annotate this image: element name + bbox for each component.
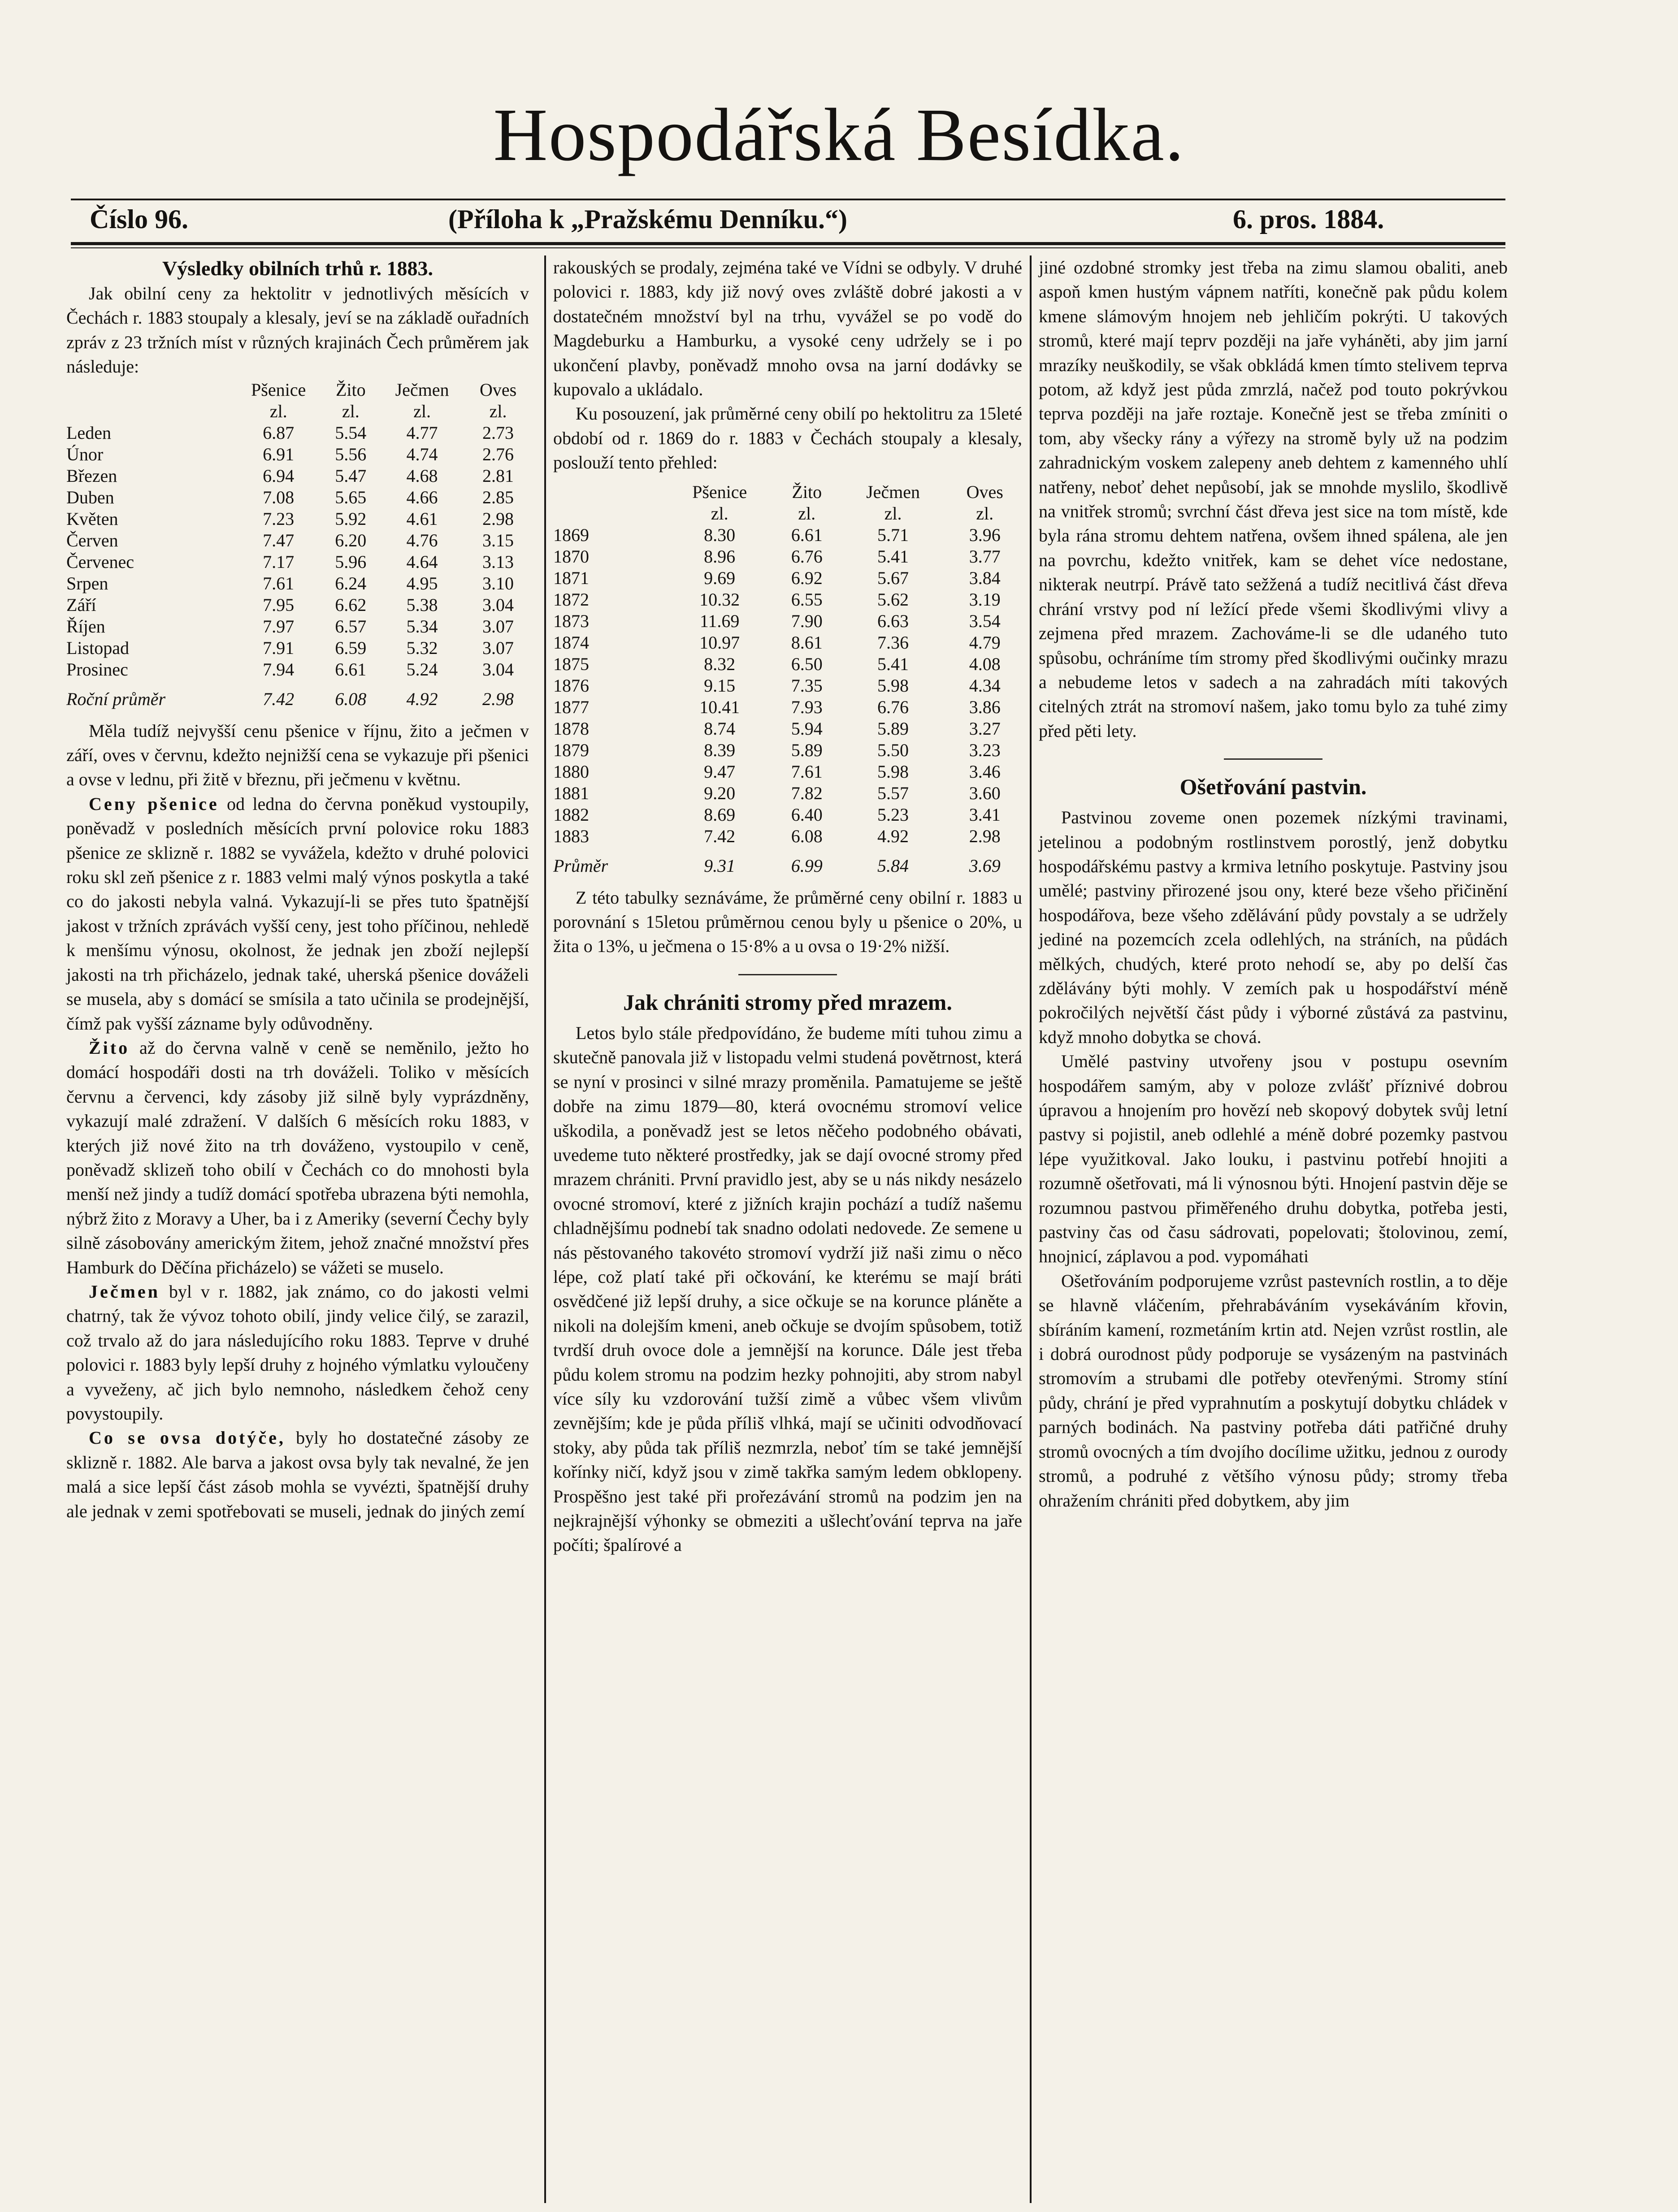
value-cell: 7.47 — [263, 530, 295, 550]
row-label-cell: 1874 — [553, 632, 589, 653]
header-cell: Žito — [792, 481, 822, 502]
row-label-cell: Březen — [66, 465, 117, 486]
table-row — [66, 487, 529, 508]
value-cell: 8.39 — [704, 740, 736, 760]
row-label-cell: Listopad — [66, 637, 129, 658]
paragraph — [66, 792, 529, 1036]
table-average-row — [66, 680, 529, 710]
average-cell: 5.84 — [877, 855, 909, 876]
value-cell: 3.07 — [482, 637, 514, 658]
unit-cell — [553, 503, 664, 524]
table-units-row — [553, 503, 1022, 524]
table-row — [66, 444, 529, 465]
value-cell: 6.76 — [791, 546, 823, 567]
section-divider — [738, 974, 837, 975]
value-cell: 5.98 — [877, 761, 909, 782]
value-cell: 8.61 — [791, 632, 823, 653]
monthly-prices-table — [66, 379, 529, 710]
table-header-row — [553, 481, 1022, 503]
value-cell: 6.76 — [877, 697, 909, 717]
value-cell: 7.95 — [263, 594, 295, 615]
value-cell: 5.41 — [877, 546, 909, 567]
row-label-cell: 1878 — [553, 718, 589, 739]
table-row — [553, 524, 1022, 546]
value-cell: 6.61 — [335, 659, 367, 680]
paragraph: jiné ozdobné stromky jest třeba na zimu slamou obaliti, aneb aspoň kmen hustým vápnem natříti, konečně pak půdu kolem kmene slámovým hnojem neb jehličím pokrýti. U takových stromů, které mají teprv později na jaře vyháněti, aby jim jarní mrazíky neuškodily, se však obkládá kmen tímto stelivem teprva potom, až když jest půda zmrzlá, načež pod touto pokrývkou teprva později na jaře roztaje. Konečně jest se třeba zmíniti o tom, aby všecky rány a výřezy na stromě byly už na podzim zahradnickým voskem zalepeny aneb dehtem z kamenného uhlí natřeny, neboť dehet nepůsobí, jak se mnohde myslilo, škodlivě na vnitřek stromů; svrchní část dřeva jest sice na tom místě, kde byla rána stromu dehtem natřena, ovšem ihned spálena, ale jen na povrchu, kdežto vnitřek, kam se dehet více nedostane, nikterak neutrpí. Právě tato sežžená a tudíž necitlivá část dřeva chrání vrstvy pod ní ležící přede všemi škodlivými vlivy a zejmena před mrazem. Zachováme-li se dle udaného tuto spůsobu, ochráníme tím stromy před škodlivými oučinky mrazu a nebudeme letos v sadech a na zahradách míti takových citelných ztrát na stromoví našem, jako tomu bylo za tuhé zimy před pěti lety. — [1039, 257, 1508, 741]
unit-cell: zl. — [269, 401, 287, 421]
average-cell: Průměr — [553, 855, 608, 876]
table-units-row — [66, 401, 529, 422]
value-cell: 3.19 — [969, 589, 1001, 610]
average-cell: 3.69 — [969, 855, 1001, 876]
row-label-cell: Prosinec — [66, 659, 128, 680]
value-cell: 5.54 — [335, 422, 367, 443]
paragraph: Pastvinou zoveme onen pozemek nízkými travinami, jetelinou a podobným rostlinstvem porostlý, jenž dobytku hospodářskému pastvy a krmiva letního poskytuje. Pastviny jsou umělé; pastviny přirozené jsou ony, které beze všeho přičinění hospodářova, beze všeho zdělávání půdy povstaly a se udržely jediné na pozemcích zcela odlehlých, na stráních, na půdách mělkých, chudých, které proto nehodí se, aby po delší čas zdělávány býti mohly. V zemích pak u hospodářství méně pokročilých největší část půdy i výborné zůstává za pastvinu, když mnoho dobytka se chová. — [1039, 807, 1508, 1047]
row-label-cell: Červen — [66, 530, 118, 550]
top-rule — [71, 199, 1505, 200]
value-cell: 7.08 — [263, 487, 295, 507]
row-label-cell: Srpen — [66, 573, 108, 593]
value-cell: 3.04 — [482, 659, 514, 680]
value-cell: 6.62 — [335, 594, 367, 615]
table-row — [553, 804, 1022, 826]
value-cell: 4.08 — [969, 654, 1001, 674]
header-cell: Pšenice — [692, 481, 747, 502]
paragraph-text: byl v r. 1882, jak známo, co do jakosti velmi chatrný, tak že vývoz tohoto obilí, jindy velice čilý, se zarazil, což trvalo až do jara následujícího roku 1883. Teprve v druhé polovici r. 1883 byly lepší druhy z hojného výmlatku vyloučeny a vyveženy, ač jich bylo nemnoho, následkem čehož ceny povystoupily. — [66, 1281, 529, 1424]
value-cell: 2.98 — [969, 826, 1001, 846]
table-row — [553, 783, 1022, 804]
yearly-rows — [553, 524, 1022, 847]
value-cell: 5.50 — [877, 740, 909, 760]
average-cell: 2.98 — [482, 688, 514, 709]
table-row — [66, 422, 529, 444]
table-header-row — [66, 379, 529, 401]
value-cell: 4.79 — [969, 632, 1001, 653]
row-label-cell: 1882 — [553, 804, 589, 825]
value-cell: 5.65 — [335, 487, 367, 507]
table-row — [553, 589, 1022, 610]
average-cell: 6.08 — [335, 688, 367, 709]
value-cell: 8.74 — [704, 718, 736, 739]
table-row — [66, 616, 529, 637]
header-cell: Ječmen — [395, 379, 449, 400]
row-label-cell: 1871 — [553, 567, 589, 588]
row-label-cell: Únor — [66, 444, 104, 464]
header-cell: Ječmen — [866, 481, 920, 502]
paragraph: Ošetřováním podporujeme vzrůst pastevních rostlin, a to děje se hlavně vláčením, přehrabáváním vysekáváním křovin, sbíráním kamení, rozmetáním krtin atd. Nejen vzrůst rostlin, ale i dobrá ourodnost půdy podporuje se vysázeným na pastvinách stromovím a strubami dle potřeby otevřenými. Stromy stíní půdy, chrání je před vyprahnutím a poskytují dobytku chládek v parných bodinách. Na pastviny potřeba dáti patřičné druhy stromů ovocných a tím dvojího docílime užitku, jednou z ourody stromů, a podruhé z většího výnosu půdy; stromy třeba ohražením chrániti před dobytkem, aby jim — [1039, 1270, 1508, 1511]
table-row — [553, 610, 1022, 632]
row-label-cell: 1870 — [553, 546, 589, 567]
row-label-cell: Květen — [66, 508, 118, 529]
value-cell: 3.13 — [482, 551, 514, 572]
value-cell: 5.92 — [335, 508, 367, 529]
table-row — [553, 826, 1022, 847]
value-cell: 4.77 — [406, 422, 438, 443]
value-cell: 5.62 — [877, 589, 909, 610]
table-row — [553, 697, 1022, 718]
row-label-cell: 1880 — [553, 761, 589, 782]
value-cell: 7.61 — [791, 761, 823, 782]
yearly-prices-table — [553, 481, 1022, 877]
table-row — [553, 675, 1022, 697]
paragraph — [66, 1280, 529, 1426]
value-cell: 5.96 — [335, 551, 367, 572]
value-cell: 6.08 — [791, 826, 823, 846]
table-row — [553, 632, 1022, 654]
value-cell: 4.95 — [406, 573, 438, 593]
table-row — [553, 740, 1022, 761]
value-cell: 2.73 — [482, 422, 514, 443]
header-cell: Žito — [335, 379, 366, 400]
average-cell: 4.92 — [406, 688, 438, 709]
value-cell: 5.89 — [877, 718, 909, 739]
value-cell: 4.92 — [877, 826, 909, 846]
value-cell: 3.86 — [969, 697, 1001, 717]
value-cell: 7.35 — [791, 675, 823, 696]
paragraph-text: byly ho dostatečné zásoby ze sklizně r. 1882. Ale barva a jakost ovsa byly tak nevalné, že jen malá a sice lepší část zásob mohla se vyvézti, špatnější druhy ale jednak v zemi spotřebovati se museli, jednak do jiných zemí — [66, 1428, 529, 1521]
issue-date: 6. pros. 1884. — [1233, 204, 1384, 234]
value-cell: 7.82 — [791, 783, 823, 803]
value-cell: 6.57 — [335, 616, 367, 636]
value-cell: 6.20 — [335, 530, 367, 550]
value-cell: 4.74 — [406, 444, 438, 464]
value-cell: 3.54 — [969, 610, 1001, 631]
value-cell: 4.34 — [969, 675, 1001, 696]
value-cell: 5.38 — [406, 594, 438, 615]
paragraph — [66, 1036, 529, 1280]
row-label-cell: Říjen — [66, 616, 105, 636]
unit-cell: zl. — [798, 503, 816, 524]
header-cell: Oves — [966, 481, 1003, 502]
paragraph: Ku posouzení, jak průměrné ceny obilí po hektolitru za 15leté období od r. 1869 do r. 1883 v Čechách stoupaly a klesaly, poslouží tento přehled: — [553, 403, 1022, 473]
row-label-cell: Leden — [66, 422, 111, 443]
value-cell: 3.15 — [482, 530, 514, 550]
paragraph: Měla tudíž nejvyšší cenu pšenice v říjnu, žito a ječmen v září, oves v červnu, kdežto nejnižší cena se vykazuje při pšenici a ovse v lednu, při žitě v březnu, při ječmenu v květnu. — [66, 720, 529, 790]
column-2 — [553, 255, 1022, 1558]
table-row — [66, 530, 529, 551]
row-label-cell: 1876 — [553, 675, 589, 696]
row-label-cell: 1872 — [553, 589, 589, 610]
value-cell: 7.90 — [791, 610, 823, 631]
section-divider — [1224, 758, 1322, 760]
table-row — [66, 659, 529, 680]
value-cell: 5.24 — [406, 659, 438, 680]
value-cell: 3.84 — [969, 567, 1001, 588]
value-cell: 8.32 — [704, 654, 736, 674]
value-cell: 6.24 — [335, 573, 367, 593]
value-cell: 5.41 — [877, 654, 909, 674]
value-cell: 6.50 — [791, 654, 823, 674]
table-row — [66, 637, 529, 659]
table-row — [66, 573, 529, 594]
value-cell: 2.98 — [482, 508, 514, 529]
value-cell: 3.41 — [969, 804, 1001, 825]
column-3 — [1039, 255, 1508, 1513]
value-cell: 7.94 — [263, 659, 295, 680]
row-label-cell: 1879 — [553, 740, 589, 760]
table-row — [553, 654, 1022, 675]
paragraph — [66, 1426, 529, 1524]
table-row — [66, 551, 529, 573]
row-label-cell: Září — [66, 594, 96, 615]
row-label-cell: 1877 — [553, 697, 589, 717]
paragraph: rakouských se prodaly, zejména také ve Vídni se odbyly. V druhé polovici r. 1883, kdy již nový oves zvláště dobré jakosti a v dostatečném množství byl na trhu, vyvážel se po vodě do Magdeburku a Hamburku, a vysoké ceny udržely se i po ukončení plavby, poněvadž mnoho ovsa na jarní dodávky se kupovalo a ukládalo. — [553, 257, 1022, 400]
header-rule-thin — [71, 247, 1505, 248]
value-cell: 5.23 — [877, 804, 909, 825]
value-cell: 7.17 — [263, 551, 295, 572]
value-cell: 3.23 — [969, 740, 1001, 760]
value-cell: 5.32 — [406, 637, 438, 658]
row-label-cell: 1883 — [553, 826, 589, 846]
lead-phrase: Co se ovsa dotýče, — [89, 1428, 286, 1448]
value-cell: 8.69 — [704, 804, 736, 825]
value-cell: 3.04 — [482, 594, 514, 615]
value-cell: 6.59 — [335, 637, 367, 658]
row-label-cell: Červenec — [66, 551, 134, 572]
value-cell: 5.67 — [877, 567, 909, 588]
supplement-note: (Příloha k „Pražskému Denníku.“) — [448, 204, 848, 234]
value-cell: 6.61 — [791, 524, 823, 545]
value-cell: 5.89 — [791, 740, 823, 760]
value-cell: 10.32 — [699, 589, 740, 610]
value-cell: 7.93 — [791, 697, 823, 717]
value-cell: 4.61 — [406, 508, 438, 529]
value-cell: 10.41 — [699, 697, 740, 717]
value-cell: 2.76 — [482, 444, 514, 464]
article-title-trees-frost: Jak chrániti stromy před mrazem. — [623, 989, 952, 1015]
value-cell: 5.57 — [877, 783, 909, 803]
row-label-cell: 1869 — [553, 524, 589, 545]
value-cell: 4.76 — [406, 530, 438, 550]
value-cell: 2.85 — [482, 487, 514, 507]
unit-cell — [66, 401, 233, 422]
header-cell: Oves — [479, 379, 517, 400]
value-cell: 4.68 — [406, 465, 438, 486]
value-cell: 5.71 — [877, 524, 909, 545]
unit-cell: zl. — [976, 503, 994, 524]
value-cell: 6.87 — [263, 422, 295, 443]
value-cell: 9.15 — [704, 675, 736, 696]
average-cell: 9.31 — [704, 855, 736, 876]
article-intro: Jak obilní ceny za hektolitr v jednotlivých měsících v Čechách r. 1883 stoupaly a klesaly, jeví se na základě ouřadních zpráv z 23 tržních míst v různých krajinách Čech průměrem jak následuje: — [66, 283, 529, 377]
header-cell — [66, 379, 233, 401]
unit-cell: zl. — [711, 503, 728, 524]
table-row — [66, 594, 529, 616]
row-label-cell: 1873 — [553, 610, 589, 631]
value-cell: 5.47 — [335, 465, 367, 486]
article-title-grain-markets: Výsledky obilních trhů r. 1883. — [162, 257, 434, 280]
value-cell: 11.69 — [699, 610, 740, 631]
monthly-rows — [66, 422, 529, 680]
value-cell: 3.07 — [482, 616, 514, 636]
lead-phrase: Ceny pšenice — [89, 793, 219, 814]
value-cell: 5.98 — [877, 675, 909, 696]
paragraph-text: od ledna do června poněkud vystoupily, poněvadž v posledních měsících první polovice roku 1883 pšenice ze sklizně r. 1882 se vyvážela, kdežto v druhé polovici roku skl zeň pšenice z r. 1883 velmi malý výnos poskytla a také co do jakosti nebyla valná. Vykazují-li se přes tuto špatnější jakost v tržních zprávách vyšší ceny, jest toho příčinou, nehledě k menšímu výnosu, okolnost, že jednak jen zboží nejlepší jakosti na trh přicházelo, jednak také, uherská pšenice dováželi se musela, aby s domácí se smísila a tato učinila se prodejnější, čímž pak vyšší zázname byly odůvodněny. — [66, 793, 529, 1034]
header-rule-thick — [71, 242, 1505, 245]
value-cell: 9.47 — [704, 761, 736, 782]
value-cell: 6.55 — [791, 589, 823, 610]
column-1 — [66, 255, 529, 1524]
average-cell: 6.99 — [791, 855, 823, 876]
value-cell: 4.66 — [406, 487, 438, 507]
value-cell: 6.92 — [791, 567, 823, 588]
paragraph: Letos bylo stále předpovídáno, že budeme míti tuhou zimu a skutečně panovala již v listopadu velmi studená povětrnost, která se nyní v prosinci v silné mrazy proměnila. Pamatujeme se ještě dobře na zimu 1879—80, která ovocnému stromoví velice uškodila, a poněvadž jest se letos něčeho podobného obávati, uvedeme tuto některé prostředky, jak se dají ovocné stromy před mrazem chrániti. První pravidlo jest, aby se u nás nikdy nesázelo ovocné stromoví, které z jižních krajin pochází a tudíž našemu chladnějšímu podnebí tak snadno odolati nedovede. Ze semene u nás pěstovaného takovéto stromoví vydrží již naši zimu o něco lépe, což platí také při očkování, ke kterému se mají bráti osvědčené již lepší druhy, a sice očkuje se na korunce pláněte a nikoli na dolejším kmeni, aneb očkuje se dvojím spůsobem, totiž tvrdší druh ovoce dole a jemnější na korunce. Dále jest třeba půdu kolem stromu na podzim hezky pohnojiti, aby strom nabyl více síly ku vzdorování tužší zimě a vůbec všem vlivům zevnějším; kde je půda příliš vlhká, mají se učiniti odvodňovací stoky, aby půda tak příliš nezmrzla, neboť tím se také jemnější kořínky ničí, když jsou v zimě takřka samým ledem obklopeny. Prospěšno jest také při prořezávání stromů na podzim jen na nejkrajnější výhonky se obmeziti a ušlechťování teprva na jaře počíti; špalírové a — [553, 1022, 1022, 1555]
row-label-cell: 1881 — [553, 783, 589, 803]
unit-cell: zl. — [884, 503, 902, 524]
lead-phrase: Žito — [89, 1037, 130, 1058]
value-cell: 7.42 — [704, 826, 736, 846]
row-label-cell: 1875 — [553, 654, 589, 674]
table-row — [553, 567, 1022, 589]
value-cell: 3.96 — [969, 524, 1001, 545]
table-row — [66, 508, 529, 530]
value-cell: 7.61 — [263, 573, 295, 593]
value-cell: 5.56 — [335, 444, 367, 464]
table-row — [553, 718, 1022, 740]
value-cell: 7.23 — [263, 508, 295, 529]
value-cell: 10.97 — [699, 632, 740, 653]
value-cell: 6.63 — [877, 610, 909, 631]
value-cell: 3.27 — [969, 718, 1001, 739]
paragraph-text: až do června valně v ceně se neměnilo, ježto ho domácí hospodáři dosti na trh dováželi. Toliko v měsících červnu a červenci, kdy zásoby již silně byly vyprázdněny, vykazují malé zdražení. V dalších 6 měsících roku 1883, v kterých již nové žito na trh dováženo, vystoupilo v ceně, poněvadž sklizeň toho obilí v Čechách co do mnohosti byla menší než jindy a tudíž domácí spotřeba ubrazena býti nemohla, nýbrž žito z Moravy a Uher, ba i z Ameriky (severní Čechy byly silně zásobovány americkým žitem, jehož značné množství přes Hamburk do Děčína přicházelo) se vážeti se muselo. — [66, 1037, 529, 1277]
value-cell: 6.91 — [263, 444, 295, 464]
header-cell — [553, 481, 664, 503]
value-cell: 6.94 — [263, 465, 295, 486]
value-cell: 5.94 — [791, 718, 823, 739]
value-cell: 7.91 — [263, 637, 295, 658]
masthead-title: Hospodářská Besídka. — [493, 93, 1185, 177]
value-cell: 8.96 — [704, 546, 736, 567]
header-cell: Pšenice — [251, 379, 306, 400]
row-label-cell: Duben — [66, 487, 114, 507]
paragraph: Umělé pastviny utvořeny jsou v postupu osevním hospodářem samým, aby v poloze zvlášť příznivé dobrou úpravou a hnojením pro hovězí neb skopový dobytek svůj letní pastvy si pojistil, aneb odlehlé a méně dobré pozemky pastvou lépe využitkoval. Jako louku, i pastvinu potřebí hnojiti a rozumně ošetřovati, má li výnosnou býti. Hnojení pastvin děje se rozumnou pastvou přiměřeného druhu dobytka, potřeba jesti, pastviny čas od času sádrovati, popelovati; štolovinou, zemí, hnojnicí, záplavou a pod. vypomáhati — [1039, 1051, 1508, 1267]
value-cell: 4.64 — [406, 551, 438, 572]
unit-cell: zl. — [342, 401, 360, 421]
lead-phrase: Ječmen — [89, 1281, 160, 1302]
average-cell: Roční průměr — [66, 688, 166, 709]
table-row — [66, 465, 529, 487]
value-cell: 9.69 — [704, 567, 736, 588]
average-cell: 7.42 — [263, 688, 295, 709]
value-cell: 8.30 — [704, 524, 736, 545]
value-cell: 3.46 — [969, 761, 1001, 782]
value-cell: 6.40 — [791, 804, 823, 825]
value-cell: 3.77 — [969, 546, 1001, 567]
table-average-row — [553, 847, 1022, 877]
value-cell: 9.20 — [704, 783, 736, 803]
unit-cell: zl. — [489, 401, 507, 421]
article-title-pastures: Ošetřování pastvin. — [1179, 774, 1367, 800]
issue-number: Číslo 96. — [90, 204, 189, 234]
column-divider-2 — [1030, 255, 1032, 2203]
value-cell: 7.36 — [877, 632, 909, 653]
table-row — [553, 761, 1022, 783]
value-cell: 3.10 — [482, 573, 514, 593]
unit-cell: zl. — [413, 401, 431, 421]
value-cell: 7.97 — [263, 616, 295, 636]
column-divider-1 — [544, 255, 546, 2203]
value-cell: 3.60 — [969, 783, 1001, 803]
value-cell: 5.34 — [406, 616, 438, 636]
value-cell: 2.81 — [482, 465, 514, 486]
table-row — [553, 546, 1022, 567]
paragraph: Z této tabulky seznáváme, že průměrné ceny obilní r. 1883 u porovnání s 15letou průměrnou cenou byly u pšenice o 20%, u žita o 13%, u ječmena o 15·8% a u ovsa o 19·2% nižší. — [553, 887, 1022, 957]
